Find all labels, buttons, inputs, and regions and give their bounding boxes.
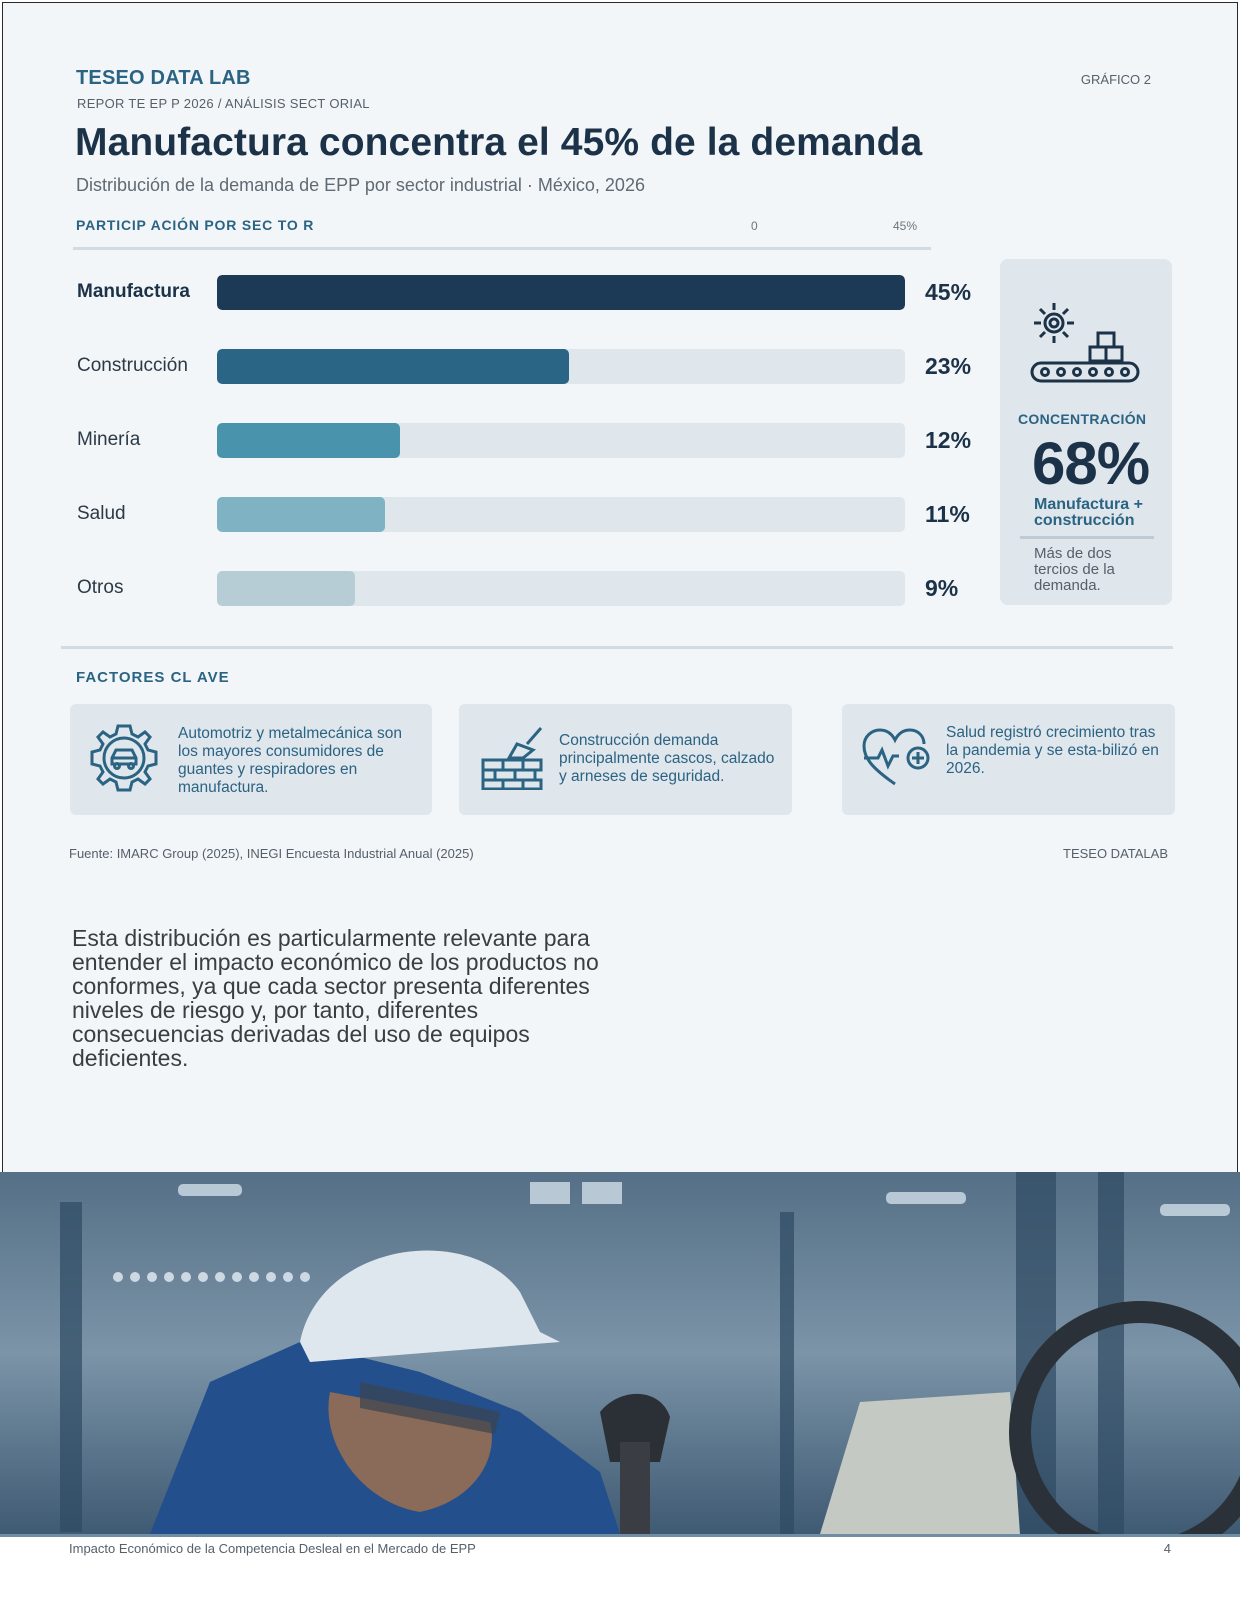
heart-pulse-icon [862, 728, 932, 788]
bar-row [3, 423, 983, 459]
factors-label: FACTORES CL AVE [76, 669, 230, 686]
bar-track [217, 275, 905, 310]
bar-value-label: 12% [925, 427, 972, 453]
factor-text: Salud registró crecimiento tras la pandemia y se esta-bilizó en 2026. [946, 724, 1159, 777]
bar-value-label: 11% [925, 501, 970, 527]
bar-row [3, 349, 983, 385]
brand-name: TESEO DATA LAB [76, 67, 251, 89]
bar-track [217, 423, 905, 458]
chart-section-label: PARTICIP ACIÓN POR SEC TO R [76, 217, 315, 233]
bar-category-label: Manufactura [77, 281, 190, 302]
chart-number: GRÁFICO 2 [1080, 72, 1151, 87]
bar-value-label: 45% [925, 279, 972, 305]
source-note: Fuente: IMARC Group (2025), INEGI Encuesta Industrial Anual (2025) [69, 846, 474, 861]
scale-min-label: 0 [751, 219, 758, 233]
factor-card [70, 704, 432, 815]
bar-value-label: 9% [925, 575, 959, 601]
concentration-label: Manufactura + construcción [1034, 496, 1143, 529]
bar-category-label: Minería [77, 429, 141, 450]
divider [73, 247, 931, 250]
chart-panel [2, 2, 1238, 1172]
bar-category-label: Salud [77, 503, 126, 524]
bar [217, 571, 355, 606]
bar-row [3, 497, 983, 533]
bar-track [217, 571, 905, 606]
concentration-note: Más de dos tercios de la demanda. [1034, 545, 1115, 594]
concentration-card [1000, 259, 1172, 605]
concentration-kicker: CONCENTRACIÓN [1018, 411, 1147, 427]
bar [217, 349, 569, 384]
bar-value-label: 23% [925, 353, 972, 379]
divider [1020, 536, 1154, 539]
divider [0, 1534, 1240, 1537]
gear-car-icon [88, 722, 160, 794]
page-subtitle: Distribución de la demanda de EPP por sector industrial · México, 2026 [76, 175, 645, 195]
bar-track [217, 497, 905, 532]
concentration-value: 68% [1032, 430, 1150, 497]
factor-text: Construcción demanda principalmente cascos, calzado y arneses de seguridad. [559, 732, 775, 785]
bar [217, 423, 400, 458]
page-title: Manufactura concentra el 45% de la demanda [75, 121, 923, 164]
factory-worker-photo [0, 1172, 1240, 1534]
bar-category-label: Otros [77, 577, 124, 598]
body-paragraph: Esta distribución es particularmente relevante para entender el impacto económico de los productos no conformes, ya que cada sector presenta diferentes niveles de riesgo y, por tanto, diferentes consecuencias derivadas del uso de equipos deficientes. [72, 925, 599, 1071]
factor-text: Automotriz y metalmecánica son los mayores consumidores de guantes y respiradores en manufactura. [178, 725, 402, 796]
source-brand: TESEO DATALAB [1063, 846, 1168, 861]
page-number: 4 [1163, 1541, 1171, 1556]
factor-card [459, 704, 792, 815]
bar-category-label: Construcción [77, 355, 188, 376]
factor-card [842, 704, 1175, 815]
bar [217, 275, 905, 310]
bar-row [3, 571, 983, 607]
factory-conveyor-icon [1030, 299, 1142, 387]
bricks-trowel-icon [481, 724, 547, 790]
scale-max-label: 45% [893, 219, 918, 233]
divider [61, 646, 1173, 649]
footer-title: Impacto Económico de la Competencia Desleal en el Mercado de EPP [69, 1541, 476, 1556]
breadcrumb: REPOR TE EP P 2026 / ANÁLISIS SECT ORIAL [77, 96, 370, 111]
bar-row [3, 275, 983, 311]
bar [217, 497, 385, 532]
bar-track [217, 349, 905, 384]
